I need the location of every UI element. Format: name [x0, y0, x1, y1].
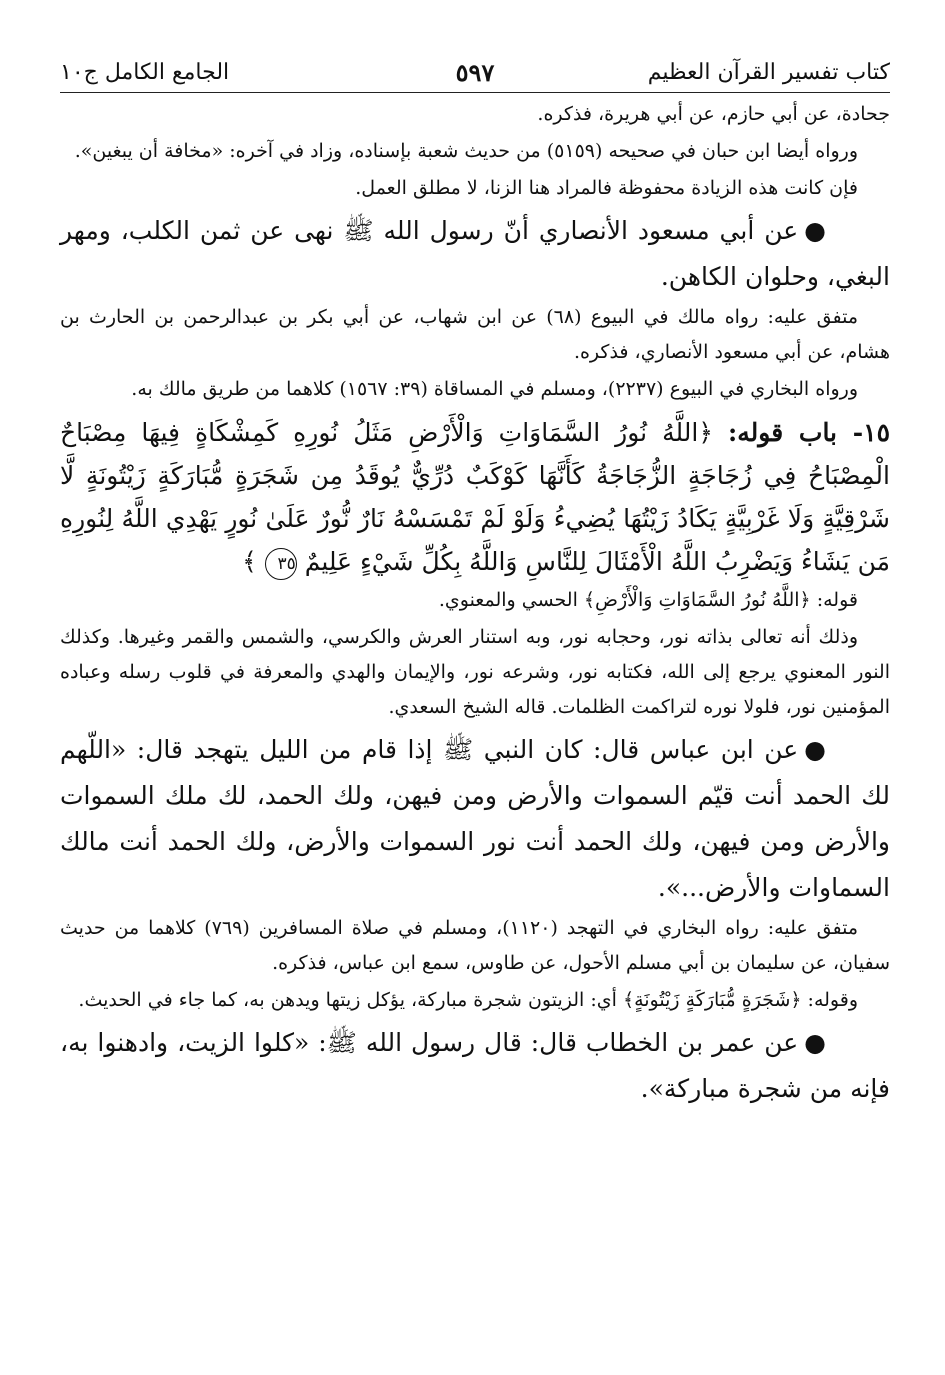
- paragraph: قوله: ﴿اللَّهُ نُورُ السَّمَاوَاتِ وَالْأَرْضِ﴾ الحسي والمعنوي.: [438, 589, 858, 611]
- hadith-paragraph: [60, 727, 890, 911]
- ayah-number-icon: ٣٥: [265, 548, 297, 580]
- chapter-heading: [60, 411, 890, 583]
- book-page: [60, 52, 890, 1352]
- hadith-text: عن أبي مسعود الأنصاري أنّ رسول الله ﷺ نهى عن ثمن الكلب، ومهر البغي، وحلوان الكاهن.: [60, 216, 890, 291]
- takhrij-paragraph: ورواه البخاري في البيوع (٢٢٣٧)، ومسلم في المساقاة (٣٩: ١٥٦٧) كلاهما من طريق مالك به.: [131, 378, 858, 400]
- paragraph: فإن كانت هذه الزيادة محفوظة فالمراد هنا الزنا، لا مطلق العمل.: [355, 177, 858, 199]
- hadith-text: عن ابن عباس قال: كان النبي ﷺ إذا قام من الليل يتهجد قال: «اللّهم لك الحمد أنت قيّم السموات والأرض ومن فيهن، ولك الحمد، لك ملك السموات والأرض ومن فيهن، ولك الحمد أنت نور السموات والأرض، ولك الحمد أنت مالك السماوات والأرض...».: [60, 735, 890, 902]
- paragraph: وذلك أنه تعالى بذاته نور، وحجابه نور، وبه استنار العرش والكرسي، والشمس والقمر وغيرها. وكذلك النور المعنوي يرجع إلى الله، فكتابه نور، وشرعه نور، والإيمان والهدي والمعرفة في قلوب رسله وعباده المؤمنين نور، فلولا نوره لتراكمت الظلمات. قاله الشيخ السعدي.: [60, 626, 890, 718]
- page-body: [60, 93, 890, 1112]
- hadith-paragraph: [60, 208, 890, 300]
- hadith-text: عن عمر بن الخطاب قال: قال رسول الله ﷺ: «كلوا الزيت، وادهنوا به، فإنه من شجرة مباركة».: [60, 1028, 890, 1103]
- bullet-icon: ●: [804, 216, 826, 245]
- page-number: ٥٩٧: [455, 58, 495, 87]
- takhrij-paragraph: متفق عليه: رواه مالك في البيوع (٦٨) عن ابن شهاب، عن أبي بكر بن عبدالرحمن بن الحارث بن هشام، عن أبي مسعود الأنصاري، فذكره.: [60, 306, 890, 363]
- quran-bracket-close: ﴾: [242, 547, 257, 576]
- book-title: كتاب تفسير القرآن العظيم: [647, 60, 890, 85]
- paragraph: جحادة، عن أبي حازم، عن أبي هريرة، فذكره.: [537, 103, 890, 125]
- takhrij-paragraph: متفق عليه: رواه البخاري في التهجد (١١٢٠)، ومسلم في صلاة المسافرين (٧٦٩) كلاهما من حديث سفيان، عن سليمان بن أبي مسلم الأحول، عن طاوس، سمع ابن عباس، فذكره.: [60, 917, 890, 974]
- bullet-icon: ●: [804, 1028, 826, 1057]
- paragraph: وقوله: ﴿شَجَرَةٍ مُّبَارَكَةٍ زَيْتُونَةٍ﴾ أي: الزيتون شجرة مباركة، يؤكل زيتها ويدهن به، كما جاء في الحديث.: [78, 989, 858, 1011]
- volume-label: الجامع الكامل ج١٠: [60, 60, 230, 85]
- page-header: [60, 52, 890, 93]
- bullet-icon: ●: [804, 735, 826, 764]
- quran-verse: ﴿اللَّهُ نُورُ السَّمَاوَاتِ وَالْأَرْضِ مَثَلُ نُورِهِ كَمِشْكَاةٍ فِيهَا مِصْبَاحٌ الْمِصْبَاحُ فِي زُجَاجَةٍ الزُّجَاجَةُ كَأَنَّهَا كَوْكَبٌ دُرِّيٌّ يُوقَدُ مِن شَجَرَةٍ مُّبَارَكَةٍ زَيْتُونَةٍ لَّا شَرْقِيَّةٍ وَلَا غَرْبِيَّةٍ يَكَادُ زَيْتُهَا يُضِيءُ وَلَوْ لَمْ تَمْسَسْهُ نَارٌ نُّورٌ عَلَىٰ نُورٍ يَهْدِي اللَّهُ لِنُورِهِ مَن يَشَاءُ وَيَضْرِبُ اللَّهُ الْأَمْثَالَ لِلنَّاسِ وَاللَّهُ بِكُلِّ شَيْءٍ عَلِيمٌ: [60, 418, 890, 576]
- paragraph: ورواه أيضا ابن حبان في صحيحه (٥١٥٩) من حديث شعبة بإسناده، وزاد في آخره: «مخافة أن يبغين».: [74, 140, 858, 162]
- chapter-label: ١٥- باب قوله:: [728, 418, 891, 447]
- hadith-paragraph: [60, 1020, 890, 1112]
